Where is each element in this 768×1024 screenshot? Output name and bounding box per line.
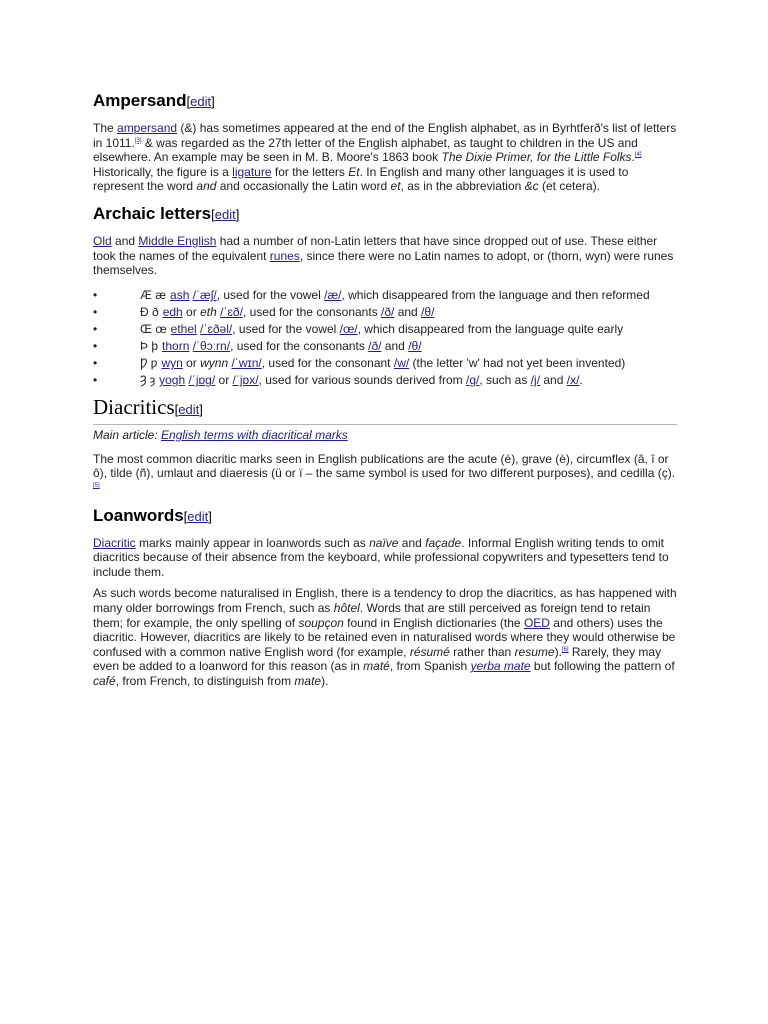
text: or — [182, 304, 201, 319]
edit-section-loanwords: [edit] — [183, 508, 212, 524]
link-ipa[interactable]: /ˈæʃ/ — [192, 287, 217, 302]
text: and — [398, 535, 426, 550]
text: ). — [321, 673, 329, 688]
link-ipa[interactable]: /ˈɛðəl/ — [200, 321, 233, 336]
text: , which disappeared from the language and then reformed — [341, 287, 650, 302]
text: , such as — [479, 373, 531, 388]
link-ipa[interactable]: /œ/ — [339, 321, 358, 336]
hatnote-prefix: Main article: — [93, 427, 162, 442]
edit-section-archaic: [edit] — [211, 206, 240, 222]
edit-link[interactable]: edit — [214, 206, 236, 222]
citation-5[interactable]: [5] — [93, 483, 100, 489]
link-ipa[interactable]: /θ/ — [408, 339, 422, 354]
citation-3[interactable]: [3] — [134, 137, 142, 144]
section-heading-loanwords — [93, 503, 677, 530]
text: and — [111, 233, 139, 248]
link-main-article[interactable]: English terms with diacritical marks — [161, 427, 348, 442]
text: , used for various sounds derived from — [258, 373, 466, 388]
text: , used for the consonant — [261, 356, 394, 371]
link-yogh[interactable]: yogh — [159, 373, 186, 388]
bullet: • — [93, 304, 98, 319]
letter-glyph: Ƿ ƿ — [140, 356, 158, 371]
list-item-yogh — [93, 373, 677, 388]
text: Rarely, they may even be added to a loanword for this reason (as in — [93, 644, 662, 674]
italic-term: naïve — [369, 535, 399, 550]
link-ligature[interactable]: ligature — [232, 164, 272, 179]
citation-4[interactable]: [4] — [634, 152, 642, 159]
link-yerba-mate[interactable]: yerba mate — [470, 659, 531, 674]
link-ipa[interactable]: /ˈθɔːrn/ — [192, 339, 231, 354]
text: (et cetera). — [538, 179, 600, 194]
link-edh[interactable]: edh — [162, 304, 183, 319]
italic-term: and — [196, 179, 217, 194]
text: and — [394, 304, 422, 319]
italic-term: resume — [514, 644, 555, 659]
link-ipa[interactable]: /ˈwɪn/ — [231, 356, 262, 371]
italic-term: hôtel — [333, 600, 360, 615]
text: The — [93, 121, 118, 135]
list-item-ash — [93, 288, 677, 303]
loanwords-paragraph-1 — [93, 536, 677, 580]
link-ipa[interactable]: /ð/ — [381, 304, 395, 319]
text: . Words that are still perceived as foreign tend to retain them; for example, the only spelling of — [93, 600, 651, 630]
letter-glyph: Æ æ — [140, 287, 167, 302]
bullet: • — [93, 373, 98, 388]
link-wyn[interactable]: wyn — [161, 356, 183, 371]
text: , since there were no Latin names to adopt, or (thorn, wyn) were runes themselves. — [93, 248, 674, 278]
link-oed[interactable]: OED — [523, 615, 550, 630]
link-ipa[interactable]: /x/ — [566, 373, 580, 388]
text: or — [182, 356, 201, 371]
ampersand-paragraph — [93, 121, 677, 194]
link-ipa[interactable]: /ˈjɒɡ/ — [188, 373, 216, 388]
italic-term: café — [93, 673, 116, 688]
text: and others) uses the diacritic. However, diacritics are likely to be retained even in naturalised words where they would otherwise be confused with a common native English word (for example, — [93, 615, 676, 659]
heading-text: Ampersand — [93, 91, 187, 110]
heading-text: Archaic letters — [93, 203, 212, 223]
link-runes[interactable]: runes — [269, 248, 300, 263]
text: for the letters — [271, 164, 349, 179]
text: and — [381, 339, 409, 354]
book-title: The Dixie Primer, for the Little Folks — [441, 150, 632, 165]
text: , used for the consonants — [230, 339, 369, 354]
link-diacritic[interactable]: Diacritic — [93, 535, 136, 550]
edit-link[interactable]: edit — [187, 508, 209, 524]
text: , which disappeared from the language quite early — [357, 321, 624, 336]
link-ipa[interactable]: /j/ — [530, 373, 541, 388]
text: . Informal English writing tends to omit diacritics because of their absence from the keyboard, while professional copywriters and typesetters tend to include them. — [93, 535, 669, 579]
list-item-thorn — [93, 339, 677, 354]
text: and occasionally the Latin word — [216, 179, 391, 194]
link-thorn[interactable]: thorn — [162, 339, 190, 354]
italic-term: soupçon — [298, 615, 344, 630]
link-old-english[interactable]: Old — [93, 233, 112, 248]
edit-link[interactable]: edit — [178, 401, 200, 417]
list-item-edh — [93, 305, 677, 320]
letter-glyph: Ð ð — [140, 304, 159, 319]
main-article-hatnote — [93, 428, 677, 442]
heading-text: Diacritics — [93, 394, 175, 419]
link-ipa[interactable]: /ˈɛð/ — [220, 304, 243, 319]
link-ipa[interactable]: /w/ — [393, 356, 410, 371]
citation-6[interactable]: [6] — [561, 646, 569, 653]
link-middle-english[interactable]: Middle English — [138, 233, 217, 248]
text: or — [215, 373, 233, 388]
heading-text: Loanwords — [93, 505, 184, 525]
text: but following the pattern of — [530, 659, 675, 674]
text: . In English and many other languages it is used to represent the word — [93, 164, 629, 194]
italic-term: façade — [425, 535, 462, 550]
text: Historically, the figure is a — [93, 164, 233, 179]
link-ipa[interactable]: /ð/ — [368, 339, 382, 354]
link-ash[interactable]: ash — [170, 287, 190, 302]
text: (the letter 'w' had not yet been invented) — [409, 356, 626, 371]
text: , as in the abbreviation — [400, 179, 525, 194]
list-item-wyn — [93, 356, 677, 371]
bullet: • — [93, 356, 98, 371]
text: , used for the consonants — [242, 304, 382, 319]
edit-section-ampersand: [edit] — [186, 94, 215, 109]
text: & was regarded as the 27th letter of the English alphabet, as taught to children in the US and elsewhere. An example may be seen in M. B. Moore's 1863 book — [93, 135, 638, 165]
text: , from French, to distinguish from — [115, 673, 295, 688]
text: found in English dictionaries (the — [343, 615, 524, 630]
text: marks mainly appear in loanwords such as — [135, 535, 370, 550]
italic-term: eth — [200, 304, 217, 319]
section-heading-ampersand — [93, 88, 677, 115]
list-item-ethel — [93, 322, 677, 337]
archaic-letters-list — [93, 288, 677, 388]
text: The most common diacritic marks seen in English publications are the acute (é), grave (è), circumflex (â, î or ô), tilde (ñ), umlaut and diaeresis (ü or ï – the same symbol is used for two different purposes), and cedilla (ç). — [93, 451, 676, 481]
bullet: • — [93, 339, 98, 354]
text: . — [631, 150, 635, 165]
article-body — [93, 88, 677, 696]
section-heading-diacritics — [93, 394, 677, 425]
italic-term: &c — [524, 179, 539, 194]
letter-glyph: Ȝ ȝ — [140, 373, 156, 388]
archaic-paragraph — [93, 234, 677, 278]
bullet: • — [93, 321, 98, 336]
link-ipa[interactable]: /ˈjɒx/ — [232, 373, 259, 388]
section-heading-archaic-letters — [93, 201, 677, 228]
link-ethel[interactable]: ethel — [170, 321, 197, 336]
text: and — [540, 373, 567, 388]
italic-term: wynn — [200, 356, 229, 371]
link-ampersand[interactable]: ampersand — [117, 121, 178, 135]
diacritics-paragraph — [93, 452, 677, 496]
italic-term: résumé — [409, 644, 450, 659]
text: As such words become naturalised in English, there is a tendency to drop the diacritics, as has happened with many older borrowings from French, such as — [93, 586, 677, 615]
text: (&) has sometimes appeared at the end of the English alphabet, as in Byrhtferð's list of letters in 1011. — [93, 121, 677, 150]
link-ipa[interactable]: /ɡ/ — [465, 373, 480, 388]
text: . — [579, 373, 583, 388]
loanwords-paragraph-2 — [93, 586, 677, 688]
text: , used for the vowel — [216, 287, 325, 302]
italic-term: et — [390, 179, 401, 194]
letter-glyph: Œ œ — [140, 321, 167, 336]
edit-section-diacritics: [edit] — [174, 401, 203, 417]
edit-link[interactable]: edit — [190, 94, 212, 109]
italic-term: maté — [363, 659, 390, 674]
link-ipa[interactable]: /θ/ — [421, 304, 435, 319]
bullet: • — [93, 287, 98, 302]
link-ipa[interactable]: /æ/ — [324, 287, 342, 302]
text: had a number of non-Latin letters that have since dropped out of use. These either took the names of the equivalent — [93, 233, 658, 263]
text: ). — [554, 644, 562, 659]
text: , from Spanish — [389, 659, 471, 674]
text: rather than — [449, 644, 515, 659]
italic-term: Et — [348, 164, 360, 179]
letter-glyph: Þ þ — [140, 339, 159, 354]
text: , used for the vowel — [232, 321, 340, 336]
italic-term: mate — [294, 673, 322, 688]
